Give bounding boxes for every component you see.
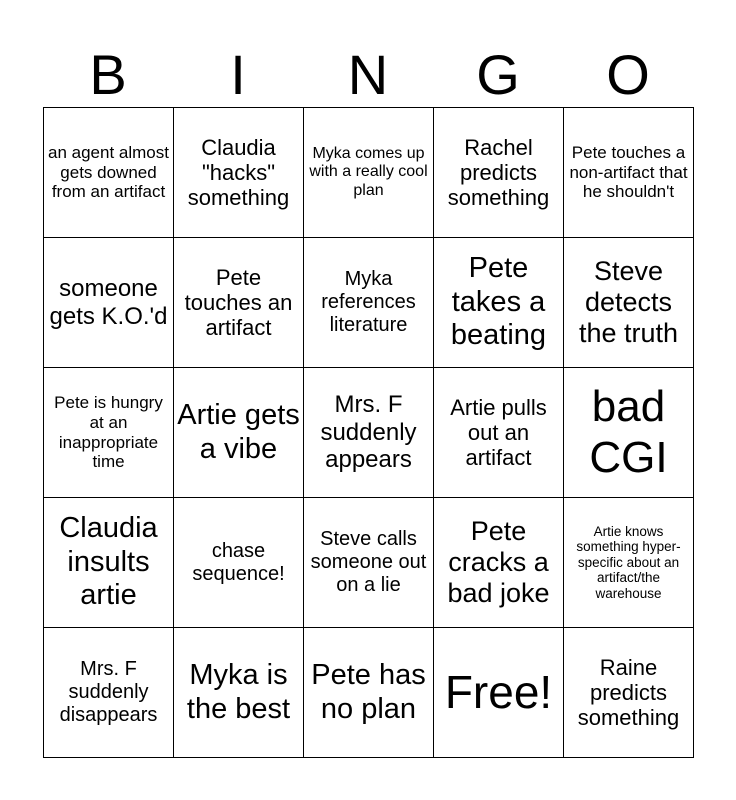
bingo-cell[interactable]: Myka comes up with a really cool plan [304, 108, 434, 238]
bingo-cell[interactable]: Myka references literature [304, 238, 434, 368]
header-letter-g: G [476, 43, 520, 106]
bingo-row [44, 238, 694, 368]
bingo-cell[interactable]: Rachel predicts something [434, 108, 564, 238]
header-letter-b: B [89, 43, 127, 106]
bingo-row [44, 498, 694, 628]
bingo-cell[interactable]: Pete is hungry at an inappropriate time [44, 368, 174, 498]
bingo-cell[interactable]: Mrs. F suddenly appears [304, 368, 434, 498]
bingo-cell[interactable]: Artie knows something hyper-specific about an artifact/the warehouse [564, 498, 694, 628]
bingo-row [44, 368, 694, 498]
bingo-cell[interactable]: Mrs. F suddenly disappears [44, 628, 174, 758]
bingo-cell[interactable]: bad CGI [564, 368, 694, 498]
bingo-cell[interactable]: Claudia "hacks" something [174, 108, 304, 238]
bingo-cell[interactable]: chase sequence! [174, 498, 304, 628]
bingo-cell[interactable]: Artie pulls out an artifact [434, 368, 564, 498]
bingo-cell[interactable]: Pete touches a non-artifact that he shouldn't [564, 108, 694, 238]
bingo-row [44, 628, 694, 758]
header-letter-o: O [606, 43, 650, 106]
bingo-row [44, 108, 694, 238]
bingo-cell[interactable]: Pete takes a beating [434, 238, 564, 368]
bingo-header [43, 44, 693, 106]
bingo-cell[interactable]: Steve calls someone out on a lie [304, 498, 434, 628]
header-letter-i: I [230, 43, 246, 106]
header-letter-n: N [347, 43, 389, 106]
bingo-cell[interactable]: Artie gets a vibe [174, 368, 304, 498]
bingo-cell[interactable]: someone gets K.O.'d [44, 238, 174, 368]
free-space-cell[interactable]: Free! [434, 628, 564, 758]
bingo-cell[interactable]: Claudia insults artie [44, 498, 174, 628]
bingo-cell[interactable]: Pete cracks a bad joke [434, 498, 564, 628]
bingo-cell[interactable]: Steve detects the truth [564, 238, 694, 368]
bingo-cell[interactable]: Raine predicts something [564, 628, 694, 758]
bingo-grid [43, 107, 694, 758]
bingo-cell[interactable]: an agent almost gets downed from an artifact [44, 108, 174, 238]
bingo-cell[interactable]: Pete has no plan [304, 628, 434, 758]
bingo-cell[interactable]: Pete touches an artifact [174, 238, 304, 368]
bingo-cell[interactable]: Myka is the best [174, 628, 304, 758]
